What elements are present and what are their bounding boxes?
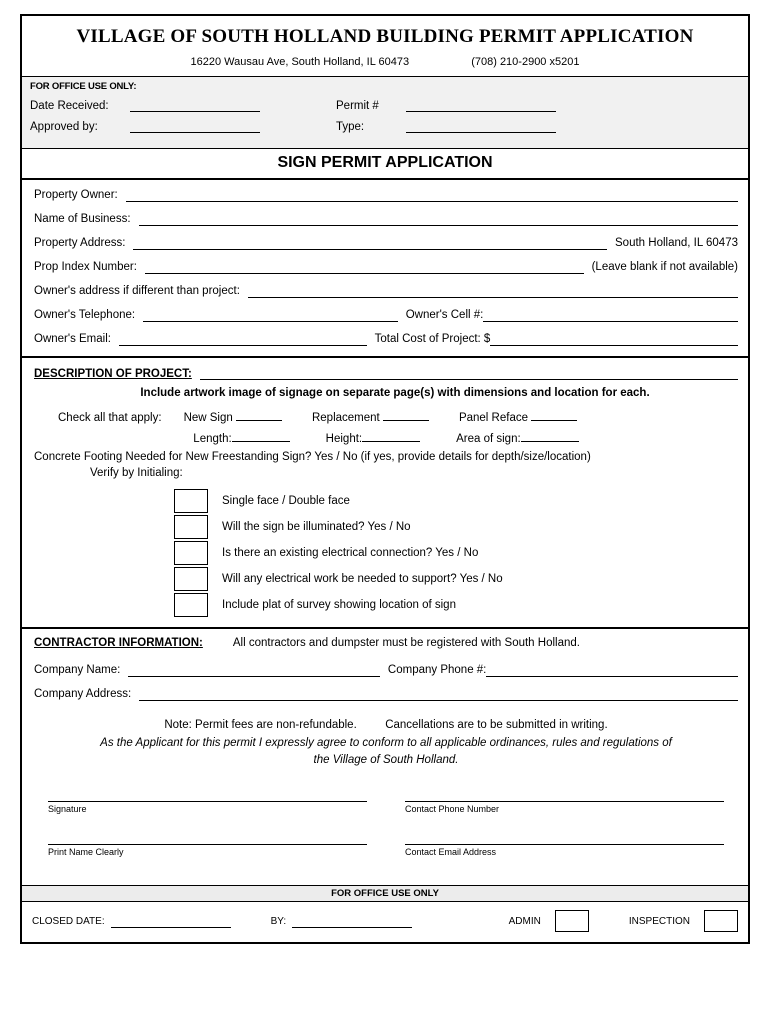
contact-phone-field-group <box>405 785 724 814</box>
closed-date-label: CLOSED DATE: <box>32 915 105 927</box>
area-field[interactable] <box>456 430 579 445</box>
contractor-section <box>22 629 748 885</box>
checklist-label-existing-electrical: Is there an existing electrical connection? Yes / No <box>222 547 479 559</box>
date-received-label: Date Received: <box>30 100 109 112</box>
option-new-sign-label: New Sign <box>183 412 233 424</box>
print-name-input[interactable] <box>48 828 367 845</box>
agreement-line-2: the Village of South Holland. <box>313 754 459 766</box>
admin-checkbox[interactable] <box>555 910 589 932</box>
prop-index-input[interactable] <box>145 260 584 274</box>
area-blank[interactable] <box>521 430 579 442</box>
field-business-name <box>34 212 738 226</box>
contact-email-field-group <box>405 828 724 857</box>
print-name-label: Print Name Clearly <box>48 847 124 857</box>
field-property-address <box>34 236 738 250</box>
by-label: BY: <box>270 915 287 927</box>
height-blank[interactable] <box>362 430 420 442</box>
footer-office-use-title: FOR OFFICE USE ONLY <box>22 885 748 902</box>
notes-section <box>34 711 738 773</box>
total-cost-input[interactable] <box>490 332 738 346</box>
owner-telephone-label: Owner's Telephone: <box>34 309 136 321</box>
company-name-input[interactable] <box>128 663 380 677</box>
checkbox-electrical-work[interactable] <box>174 567 208 591</box>
option-new-sign[interactable] <box>184 409 282 424</box>
checklist-label-plat-of-survey: Include plat of survey showing location of sign <box>222 599 456 611</box>
description-heading-row <box>34 366 738 380</box>
property-owner-input[interactable] <box>126 188 738 202</box>
verify-initialing-note: Verify by Initialing: <box>90 467 183 479</box>
property-address-input[interactable] <box>133 236 607 250</box>
area-label: Area of sign: <box>456 433 521 445</box>
type-field[interactable] <box>406 119 556 133</box>
form-frame <box>20 14 750 944</box>
field-prop-index <box>34 260 738 274</box>
footer-office-use-row <box>22 902 748 942</box>
permit-number-field[interactable] <box>406 98 556 112</box>
contractor-heading-row <box>34 637 738 649</box>
fees-note-row <box>56 719 716 731</box>
checklist-item <box>174 489 738 513</box>
by-field[interactable] <box>292 915 412 928</box>
checklist-label-electrical-work: Will any electrical work be needed to support? Yes / No <box>222 573 503 585</box>
form-header <box>22 16 748 77</box>
header-contact <box>28 56 742 68</box>
checkbox-existing-electrical[interactable] <box>174 541 208 565</box>
field-company-address <box>34 687 738 701</box>
checklist-item <box>174 541 738 565</box>
signature-label: Signature <box>48 804 87 814</box>
business-name-input[interactable] <box>139 212 738 226</box>
length-blank[interactable] <box>232 430 290 442</box>
dimensions-row <box>34 430 738 445</box>
permit-number-label: Permit # <box>336 100 379 112</box>
option-replacement-label: Replacement <box>311 412 380 424</box>
company-name-label: Company Name: <box>34 664 121 676</box>
field-company-name-phone <box>34 663 738 677</box>
length-field[interactable] <box>193 430 289 445</box>
signature-row-2 <box>48 828 724 857</box>
fees-note: Note: Permit fees are non-refundable. <box>164 719 357 731</box>
office-row-approved <box>30 119 740 133</box>
company-phone-input[interactable] <box>486 663 738 677</box>
closed-date-field[interactable] <box>111 915 231 928</box>
cancellation-note: Cancellations are to be submitted in writing. <box>385 719 608 731</box>
contact-phone-label: Contact Phone Number <box>405 804 500 814</box>
contact-phone-input[interactable] <box>405 785 724 802</box>
owner-address-input[interactable] <box>248 284 738 298</box>
business-name-label: Name of Business: <box>34 213 131 225</box>
option-panel-reface-label: Panel Reface <box>458 412 528 424</box>
approved-by-label: Approved by: <box>30 121 98 133</box>
contractor-heading: CONTRACTOR INFORMATION: <box>34 637 203 649</box>
height-field[interactable] <box>326 430 420 445</box>
checklist-item <box>174 567 738 591</box>
checklist-label-single-double-face: Single face / Double face <box>222 495 350 507</box>
type-label: Type: <box>336 121 365 133</box>
check-all-that-apply-row <box>58 409 738 424</box>
owner-address-label: Owner's address if different than project: <box>34 285 240 297</box>
concrete-footing-note: Concrete Footing Needed for New Freestanding Sign? Yes / No (if yes, provide details for depth/size/location) <box>34 451 591 463</box>
check-apply-label: Check all that apply: <box>58 412 162 424</box>
checklist-label-illuminated: Will the sign be illuminated? Yes / No <box>222 521 411 533</box>
owner-email-input[interactable] <box>119 332 367 346</box>
checkbox-single-double-face[interactable] <box>174 489 208 513</box>
prop-index-label: Prop Index Number: <box>34 261 137 273</box>
signature-section <box>34 773 738 877</box>
office-row-date <box>30 98 740 112</box>
owner-email-label: Owner's Email: <box>34 333 111 345</box>
village-phone: (708) 210-2900 x5201 <box>471 56 580 68</box>
admin-label: ADMIN <box>508 915 541 927</box>
contact-email-label: Contact Email Address <box>405 847 497 857</box>
option-replacement[interactable] <box>312 409 429 424</box>
option-replacement-blank[interactable] <box>383 409 429 421</box>
company-phone-label: Company Phone #: <box>387 664 487 676</box>
description-heading: DESCRIPTION OF PROJECT: <box>34 368 192 380</box>
option-panel-reface[interactable] <box>459 409 577 424</box>
contact-email-input[interactable] <box>405 828 724 845</box>
company-address-label: Company Address: <box>34 688 132 700</box>
owner-telephone-input[interactable] <box>143 308 398 322</box>
field-telephone-cell <box>34 308 738 322</box>
checkbox-illuminated[interactable] <box>174 515 208 539</box>
option-panel-reface-blank[interactable] <box>531 409 577 421</box>
village-address: 16220 Wausau Ave, South Holland, IL 60473 <box>190 56 410 68</box>
page-title: VILLAGE OF SOUTH HOLLAND BUILDING PERMIT APPLICATION <box>76 26 694 47</box>
signature-field-group <box>48 785 367 814</box>
contractor-note: All contractors and dumpster must be registered with South Holland. <box>232 637 580 649</box>
prop-index-hint: (Leave blank if not available) <box>591 261 738 273</box>
option-new-sign-blank[interactable] <box>236 409 282 421</box>
height-label: Height: <box>325 433 363 445</box>
sign-checklist <box>174 489 738 617</box>
total-cost-label: Total Cost of Project: $ <box>374 333 491 345</box>
owner-cell-label: Owner's Cell #: <box>405 309 484 321</box>
owner-cell-input[interactable] <box>483 308 738 322</box>
field-email-cost <box>34 332 738 346</box>
description-input[interactable] <box>200 366 738 380</box>
property-address-city-state: South Holland, IL 60473 <box>615 237 738 249</box>
approved-by-field[interactable] <box>130 119 260 133</box>
agreement-line-1: As the Applicant for this permit I expressly agree to conform to all applicable ordinances, rules and regulations of <box>100 737 672 749</box>
owner-information-section <box>22 180 748 358</box>
office-use-title: FOR OFFICE USE ONLY: <box>30 81 137 92</box>
property-owner-label: Property Owner: <box>34 189 118 201</box>
checkbox-plat-of-survey[interactable] <box>174 593 208 617</box>
date-received-field[interactable] <box>130 98 260 112</box>
field-owner-address <box>34 284 738 298</box>
field-property-owner <box>34 188 738 202</box>
length-label: Length: <box>193 433 232 445</box>
inspection-checkbox[interactable] <box>704 910 738 932</box>
property-address-label: Property Address: <box>34 237 126 249</box>
checklist-item <box>174 515 738 539</box>
checklist-item <box>174 593 738 617</box>
print-name-field-group <box>48 828 367 857</box>
description-section <box>22 358 748 629</box>
section-title: SIGN PERMIT APPLICATION <box>22 149 748 180</box>
inspection-label: INSPECTION <box>628 915 690 927</box>
artwork-note: Include artwork image of signage on separate page(s) with dimensions and location for each. <box>140 387 650 399</box>
signature-input[interactable] <box>48 785 367 802</box>
company-address-input[interactable] <box>139 687 738 701</box>
signature-row-1 <box>48 785 724 814</box>
office-use-section <box>22 77 748 149</box>
